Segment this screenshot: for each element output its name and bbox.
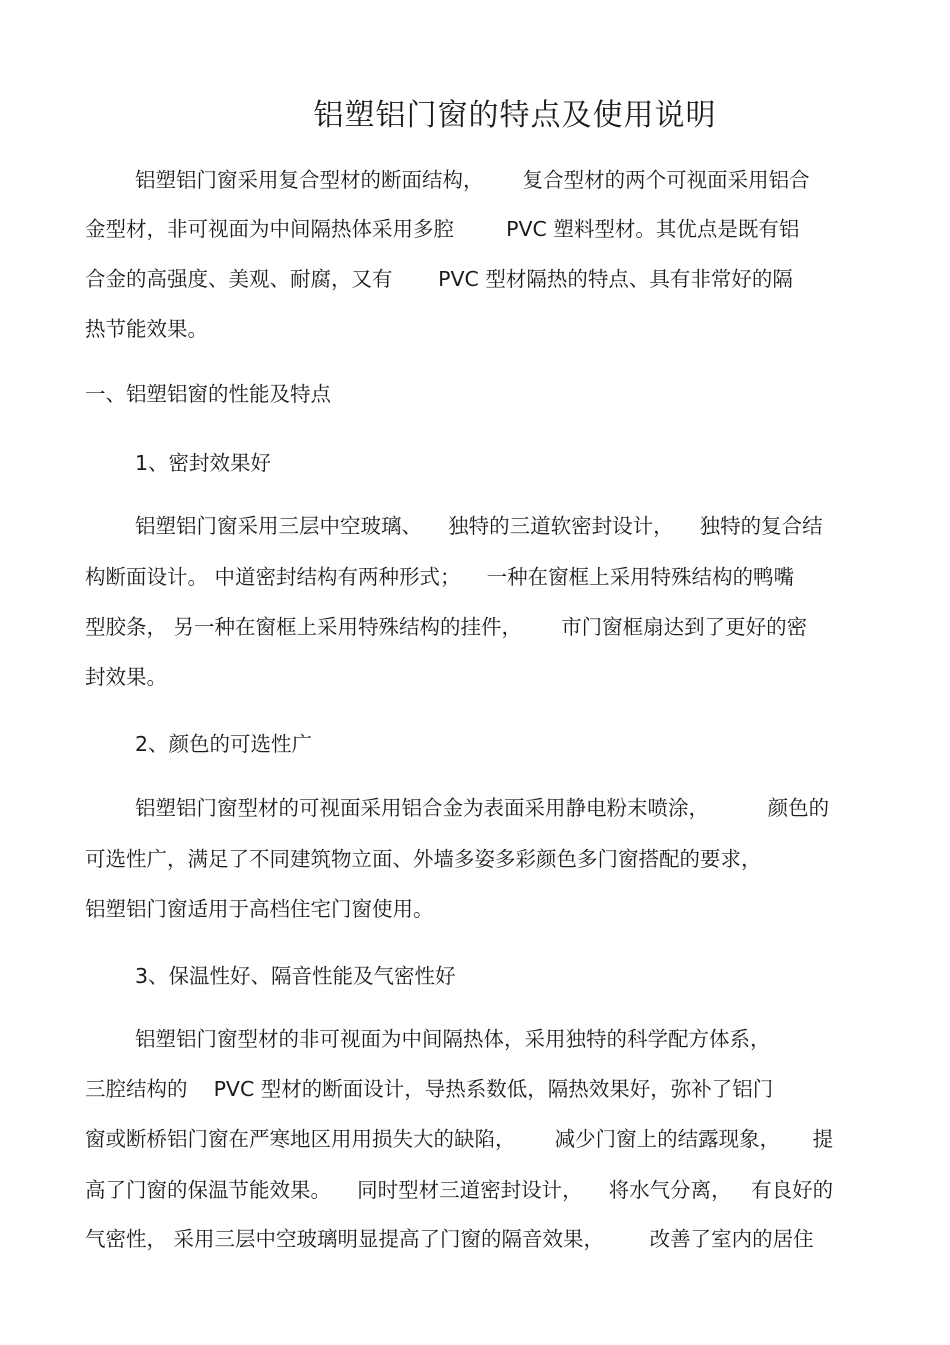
intro-line-1: 铝塑铝门窗采用复合型材的断面结构， 复合型材的两个可视面采用铝合 (135, 168, 810, 192)
sub2-line-2: 可选性广，满足了不同建筑物立面、外墙多姿多彩颜色多门窗搭配的要求， (85, 847, 762, 871)
sub1-line-4: 封效果。 (85, 665, 167, 689)
section-heading: 一、铝塑铝窗的性能及特点 (85, 382, 331, 406)
intro-line-2: 金型材，非可视面为中间隔热体采用多腔 PVC 塑料型材。其优点是既有铝 (85, 217, 800, 241)
sub2-line-3: 铝塑铝门窗适用于高档住宅门窗使用。 (85, 897, 434, 921)
intro-line-4: 热节能效果。 (85, 317, 208, 341)
sub1-line-2: 构断面设计。 中道密封结构有两种形式； 一种在窗框上采用特殊结构的鸭嘴 (85, 565, 795, 589)
sub3-heading: 3、保温性好、隔音性能及气密性好 (135, 964, 456, 988)
sub1-line-1: 铝塑铝门窗采用三层中空玻璃、 独特的三道软密封设计， 独特的复合结 (135, 514, 823, 538)
sub3-line-2: 三腔结构的 PVC 型材的断面设计，导热系数低，隔热效果好，弥补了铝门 (85, 1077, 774, 1101)
sub3-line-4: 高了门窗的保温节能效果。 同时型材三道密封设计， 将水气分离， 有良好的 (85, 1178, 834, 1202)
sub3-line-5: 气密性， 采用三层中空玻璃明显提高了门窗的隔音效果， 改善了室内的居住 (85, 1227, 814, 1251)
sub3-line-3: 窗或断桥铝门窗在严寒地区用用损失大的缺陷， 减少门窗上的结露现象， 提 (85, 1127, 834, 1151)
sub2-line-1: 铝塑铝门窗型材的可视面采用铝合金为表面采用静电粉末喷涂， 颜色的 (135, 796, 830, 820)
sub1-heading: 1、密封效果好 (135, 451, 272, 475)
document-title: 铝塑铝门窗的特点及使用说明 (313, 98, 717, 133)
intro-line-3: 合金的高强度、美观、耐腐，又有 PVC 型材隔热的特点、具有非常好的隔 (85, 267, 793, 291)
sub2-heading: 2、颜色的可选性广 (135, 732, 313, 756)
sub1-line-3: 型胶条， 另一种在窗框上采用特殊结构的挂件， 市门窗框扇达到了更好的密 (85, 615, 808, 639)
sub3-line-1: 铝塑铝门窗型材的非可视面为中间隔热体，采用独特的科学配方体系， (135, 1027, 771, 1051)
